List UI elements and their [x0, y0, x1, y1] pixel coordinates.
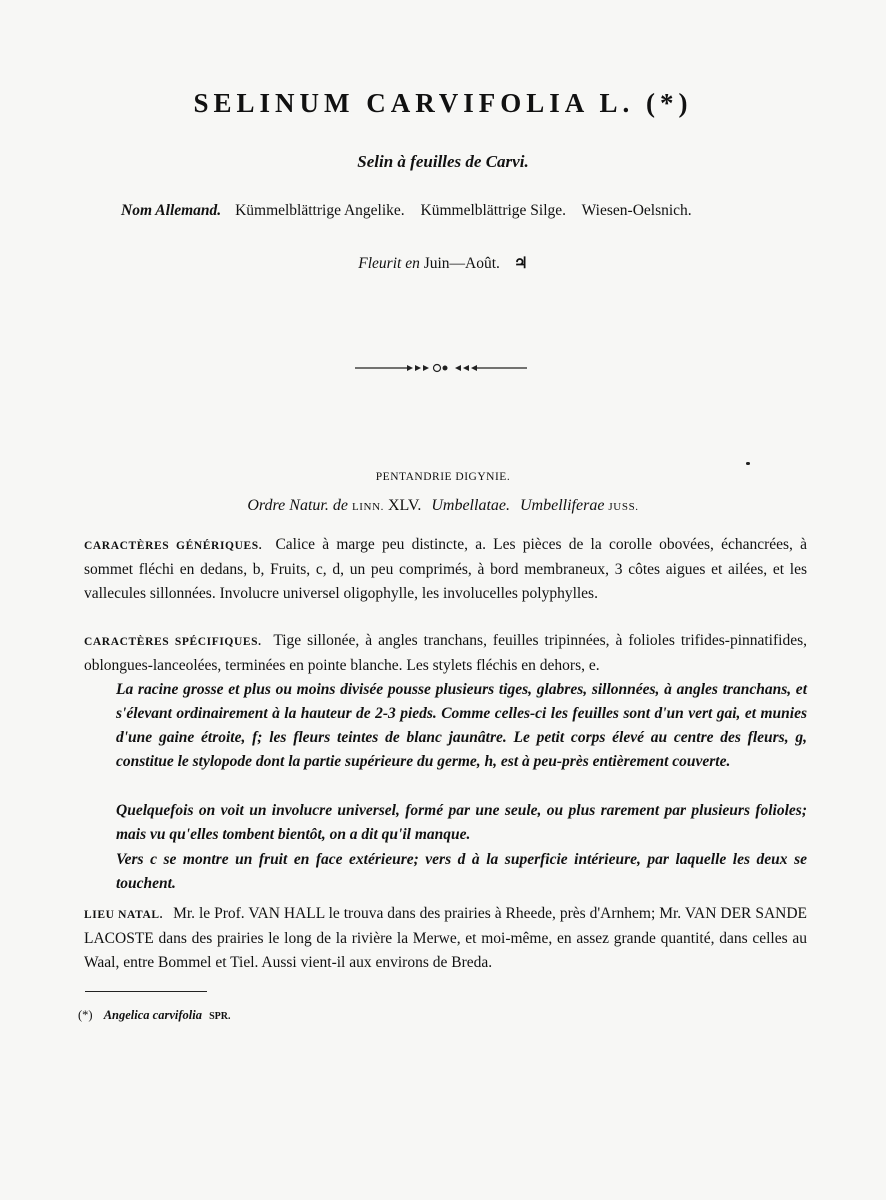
linnaean-class: PENTANDRIE DIGYNIE.: [375, 471, 511, 483]
perennial-symbol: ♃: [513, 255, 528, 272]
habitat-label: LIEU NATAL.: [84, 909, 164, 921]
description-paragraph-3: Vers c se montre un fruit en face extérieure; vers d à la superficie intérieure, par laquelle les deux se touchent.: [116, 851, 807, 892]
generic-label: CARACTÈRES GÉNÉRIQUES.: [84, 540, 263, 552]
footnote: [78, 1008, 230, 1023]
specific-label: CARACTÈRES SPÉCIFIQUES.: [84, 636, 262, 648]
german-name-3: Wiesen-Oelsnich.: [581, 202, 692, 219]
order-family: Umbellatae.: [431, 497, 510, 514]
description-paragraph-1: La racine grosse et plus ou moins divisée pousse plusieurs tiges, glabres, sillonnées, à angles tranchans, et s'élevant ordinairement à la hauteur de 2-3 pieds. Comme celles-ci les feuilles sont d'un vert gai, et munies d'une gaine étroite, f; les fleurs teintes de blanc jaunâtre. Le petit corps élevé au centre des fleurs, g, constitue le stylopode dont la partie supérieure du germe, h, est à peu-près entièrement couverte.: [116, 681, 807, 770]
order-linn: LINN.: [351, 501, 384, 513]
ink-speck: [746, 462, 750, 465]
specific-text: Tige sillonée, à angles tranchans, feuilles tripinnées, à folioles trifides-pinnatifides, oblongues-lanceolées, terminées en pointe blanche. Les stylets fléchis en dehors, e.: [84, 632, 807, 674]
description-paragraph-2: Quelquefois on voit un involucre universel, formé par une seule, ou plus rarement par plusieurs folioles; mais vu qu'elles tombent bientôt, on a dit qu'il manque.: [116, 802, 807, 843]
flowering-label: Fleurit en: [358, 255, 420, 272]
french-name: Selin à feuilles de Carvi.: [357, 152, 529, 171]
generic-text: Calice à marge peu distincte, a. Les pièces de la corolle obovées, échancrées, à sommet fléchi en dedans, b, Fruits, c, d, un peu comprimés, à bord membraneux, 3 côtes aigues et ailées, et les vallecules sillonnées. Involucre universel oligophylle, les involucelles polyphylles.: [84, 536, 808, 602]
generic-characters: [84, 533, 807, 606]
flowering-line: [0, 254, 886, 273]
german-name-1: Kümmelblättrige Angelike.: [235, 202, 405, 219]
german-names-line: [121, 202, 841, 220]
order-alt: Umbelliferae: [520, 497, 605, 514]
footnote-abbr: SPR.: [209, 1011, 231, 1022]
order-juss: JUSS.: [608, 501, 639, 513]
german-name-2: Kümmelblättrige Silge.: [420, 202, 567, 219]
footnote-rule: [85, 991, 207, 992]
footnote-marker: (*): [78, 1008, 93, 1022]
specific-characters: [84, 629, 807, 678]
page-title: SELINUM CARVIFOLIA L. (*): [193, 88, 693, 118]
german-names-label: Nom Allemand.: [121, 202, 222, 219]
footnote-text: Angelica carvifolia: [103, 1008, 202, 1022]
natural-order-line: [0, 497, 886, 515]
habitat-text: Mr. le Prof. VAN HALL le trouva dans des prairies à Rheede, près d'Arnhem; Mr. VAN DER SANDE LACOSTE dans des prairies le long de la rivière la Merwe, et moi-même, en assez grande quantité, dans celles au Waal, entre Bommel et Tiel. Aussi vient-il aux environs de Breda.: [84, 905, 807, 971]
flowering-months: Juin—Août.: [423, 255, 500, 272]
order-number: XLV.: [387, 497, 422, 514]
order-prefix: Ordre Natur. de: [247, 497, 348, 514]
ornament-divider: [355, 360, 527, 376]
habitat-paragraph: [84, 902, 807, 975]
